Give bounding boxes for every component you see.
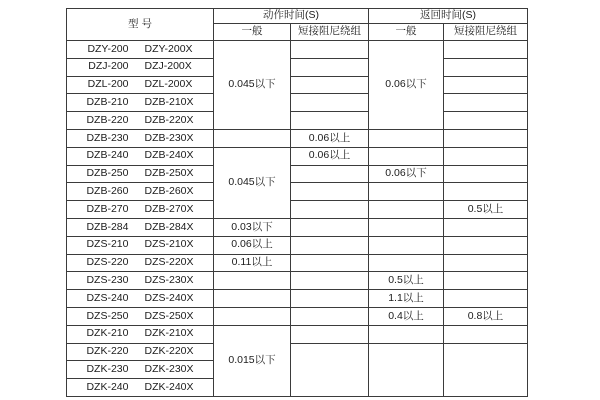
model-cell — [67, 94, 214, 112]
return-damped-cell — [444, 218, 528, 236]
model-cell — [67, 183, 214, 201]
table-row — [67, 147, 528, 165]
return-damped-cell — [444, 254, 528, 272]
model-name-x: DZS-240X — [144, 291, 194, 304]
model-cell — [67, 307, 214, 325]
model-cell — [67, 254, 214, 272]
action-damped-cell — [291, 112, 369, 130]
return-general-cell: 0.06以下 — [369, 41, 444, 130]
return-general-cell: 0.5以上 — [369, 272, 444, 290]
return-damped-cell — [444, 183, 528, 201]
table-row — [67, 41, 528, 59]
col-header-model: 型 号 — [67, 9, 214, 41]
model-cell — [67, 76, 214, 94]
return-general-cell — [369, 147, 444, 165]
action-general-cell — [214, 307, 291, 325]
action-damped-cell — [291, 236, 369, 254]
model-name-x: DZB-210X — [144, 96, 194, 109]
action-general-cell: 0.015以下 — [214, 325, 291, 396]
model-name: DZS-210 — [86, 238, 129, 251]
return-damped-cell — [444, 343, 528, 396]
action-general-cell — [214, 272, 291, 290]
table-row — [67, 218, 528, 236]
action-general-cell — [214, 290, 291, 308]
action-damped-cell — [291, 307, 369, 325]
table-row — [67, 343, 528, 361]
model-name: DZJ-200 — [88, 60, 129, 73]
return-damped-cell — [444, 290, 528, 308]
table-row — [67, 307, 528, 325]
model-cell — [67, 129, 214, 147]
model-name-x: DZS-250X — [144, 309, 194, 322]
model-name-x: DZB-284X — [144, 220, 194, 233]
action-damped-cell — [291, 325, 369, 343]
table-row — [67, 94, 528, 112]
model-name: DZS-230 — [86, 273, 129, 286]
model-name-x: DZL-200X — [144, 78, 193, 91]
action-damped-cell — [291, 272, 369, 290]
action-damped-cell — [291, 94, 369, 112]
action-damped-cell — [291, 290, 369, 308]
return-damped-cell — [444, 272, 528, 290]
model-cell — [67, 147, 214, 165]
return-general-cell: 0.4以上 — [369, 307, 444, 325]
model-cell — [67, 58, 214, 76]
model-name: DZB-250 — [86, 167, 129, 180]
action-damped-cell — [291, 165, 369, 183]
col-header-action-general: 一般 — [214, 24, 291, 41]
model-name-x: DZK-220X — [144, 345, 194, 358]
col-header-return-general: 一般 — [369, 24, 444, 41]
model-name-x: DZK-210X — [144, 327, 194, 340]
action-damped-cell: 0.06以上 — [291, 147, 369, 165]
action-damped-cell — [291, 41, 369, 59]
model-name-x: DZB-220X — [144, 113, 194, 126]
model-cell — [67, 165, 214, 183]
return-general-cell: 1.1以上 — [369, 290, 444, 308]
model-name: DZY-200 — [87, 42, 129, 55]
return-damped-cell — [444, 129, 528, 147]
action-damped-cell — [291, 58, 369, 76]
model-name: DZB-284 — [86, 220, 129, 233]
action-damped-cell — [291, 183, 369, 201]
col-header-action-time: 动作时间(S) — [214, 9, 369, 24]
return-damped-cell: 0.5以上 — [444, 201, 528, 219]
return-damped-cell — [444, 112, 528, 130]
header-row-groups — [67, 9, 528, 24]
action-damped-cell — [291, 254, 369, 272]
model-name-x: DZB-270X — [144, 202, 194, 215]
model-name: DZS-240 — [86, 291, 129, 304]
model-name-x: DZK-230X — [144, 362, 194, 375]
model-name: DZB-270 — [86, 202, 129, 215]
model-cell — [67, 343, 214, 361]
action-damped-cell — [291, 218, 369, 236]
model-name-x: DZB-250X — [144, 167, 194, 180]
table-row — [67, 165, 528, 183]
return-damped-cell — [444, 147, 528, 165]
col-header-return-damped: 短接阻尼绕组 — [444, 24, 528, 41]
return-general-cell — [369, 236, 444, 254]
action-general-cell: 0.045以下 — [214, 41, 291, 130]
action-general-cell: 0.06以上 — [214, 236, 291, 254]
action-general-cell: 0.045以下 — [214, 147, 291, 218]
model-name: DZK-240 — [86, 380, 129, 393]
model-name-x: DZS-210X — [144, 238, 194, 251]
model-name: DZL-200 — [87, 78, 129, 91]
return-general-cell — [369, 129, 444, 147]
action-damped-cell — [291, 343, 369, 396]
table-row — [67, 254, 528, 272]
table-row — [67, 76, 528, 94]
table-row — [67, 290, 528, 308]
table-row — [67, 112, 528, 130]
return-general-cell — [369, 325, 444, 343]
return-damped-cell — [444, 325, 528, 343]
return-damped-cell — [444, 165, 528, 183]
model-name-x: DZS-230X — [144, 273, 194, 286]
model-name-x: DZB-240X — [144, 149, 194, 162]
model-name-x: DZB-230X — [144, 131, 194, 144]
action-damped-cell — [291, 201, 369, 219]
table-row — [67, 129, 528, 147]
return-damped-cell — [444, 94, 528, 112]
model-cell — [67, 112, 214, 130]
action-general-cell: 0.03以下 — [214, 218, 291, 236]
action-general-cell: 0.11以上 — [214, 254, 291, 272]
model-cell — [67, 325, 214, 343]
model-name-x: DZS-220X — [144, 256, 194, 269]
return-damped-cell — [444, 41, 528, 59]
model-name: DZB-230 — [86, 131, 129, 144]
table-row — [67, 201, 528, 219]
model-name: DZK-230 — [86, 362, 129, 375]
model-cell — [67, 236, 214, 254]
return-general-cell — [369, 183, 444, 201]
model-cell — [67, 272, 214, 290]
model-name-x: DZY-200X — [144, 42, 193, 55]
model-cell — [67, 201, 214, 219]
model-name: DZB-260 — [86, 185, 129, 197]
table-row — [67, 183, 528, 201]
model-name: DZB-240 — [86, 149, 129, 162]
return-damped-cell — [444, 58, 528, 76]
table-row — [67, 325, 528, 343]
model-cell — [67, 290, 214, 308]
model-cell — [67, 41, 214, 59]
return-general-cell: 0.06以下 — [369, 165, 444, 183]
model-name: DZK-220 — [86, 345, 129, 358]
table-row — [67, 272, 528, 290]
model-name: DZB-220 — [86, 113, 129, 126]
col-header-return-time: 返回时间(S) — [369, 9, 528, 24]
model-name-x: DZB-260X — [144, 185, 194, 197]
model-name: DZK-210 — [86, 327, 129, 340]
return-damped-cell — [444, 76, 528, 94]
model-name: DZS-250 — [86, 309, 129, 322]
model-name: DZB-210 — [86, 96, 129, 109]
return-general-cell — [369, 218, 444, 236]
return-general-cell — [369, 254, 444, 272]
return-damped-cell: 0.8以上 — [444, 307, 528, 325]
relay-spec-table — [66, 8, 528, 397]
table-row — [67, 236, 528, 254]
return-general-cell — [369, 201, 444, 219]
action-damped-cell — [291, 76, 369, 94]
model-cell — [67, 218, 214, 236]
table-row — [67, 58, 528, 76]
action-damped-cell: 0.06以上 — [291, 129, 369, 147]
model-cell — [67, 379, 214, 397]
return-general-cell — [369, 343, 444, 396]
col-header-action-damped: 短接阻尼绕组 — [291, 24, 369, 41]
model-name: DZS-220 — [86, 256, 129, 269]
model-cell — [67, 361, 214, 379]
action-general-cell — [214, 129, 291, 147]
model-name-x: DZJ-200X — [144, 60, 192, 73]
model-name-x: DZK-240X — [144, 380, 194, 393]
return-damped-cell — [444, 236, 528, 254]
